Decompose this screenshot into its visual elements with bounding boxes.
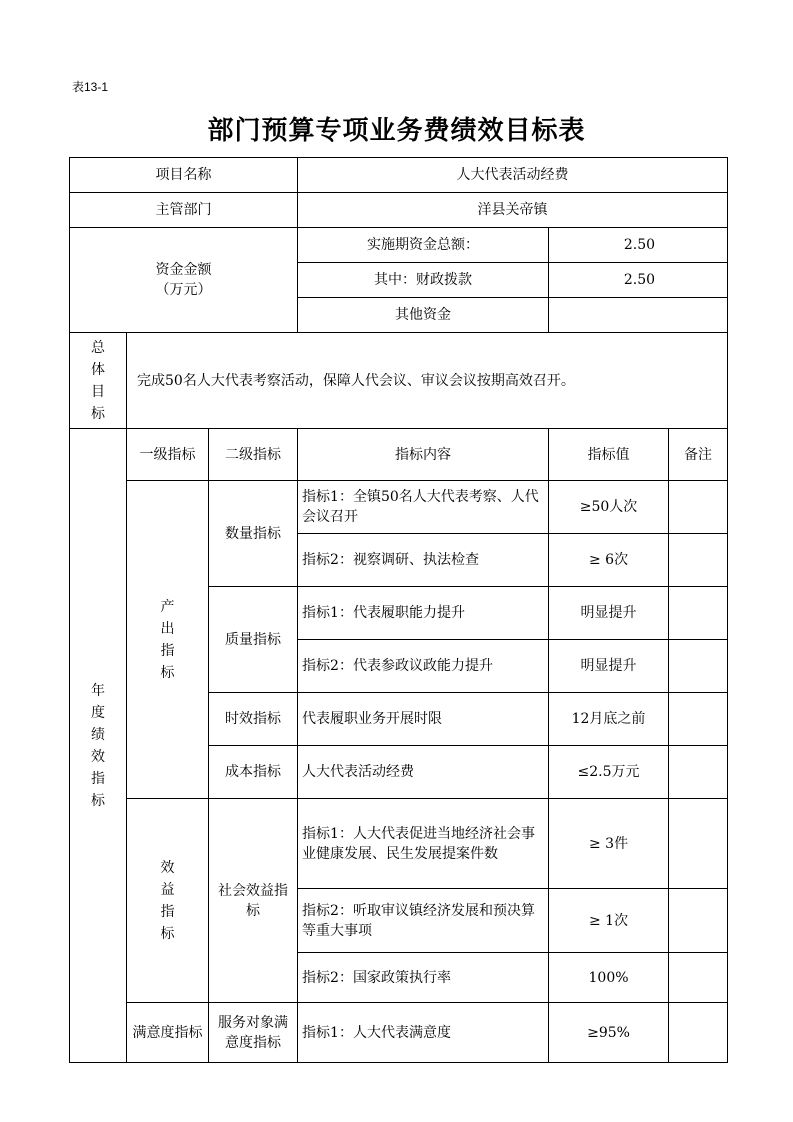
indicator-content: 指标1：全镇50名人大代表考察、人代会议召开 xyxy=(298,481,549,534)
indicator-value: 明显提升 xyxy=(549,640,669,693)
indicator-row xyxy=(70,1003,728,1063)
indicator-content: 指标1：代表履职能力提升 xyxy=(298,587,549,640)
indicator-note xyxy=(669,746,728,799)
indicator-value: 100% xyxy=(549,953,669,1003)
funds-label-line1: 资金金额 xyxy=(155,262,212,278)
indicator-note xyxy=(669,587,728,640)
overall-goal-text: 完成50名人大代表考察活动，保障人代会议、审议会议按期高效召开。 xyxy=(127,333,728,429)
indicator-note xyxy=(669,693,728,746)
header-level1: 一级指标 xyxy=(127,429,209,481)
satisfaction-indicators-label: 满意度指标 xyxy=(127,1003,209,1063)
overall-goal-label: 总体目标 xyxy=(70,333,127,429)
indicator-note xyxy=(669,799,728,889)
header-note: 备注 xyxy=(669,429,728,481)
indicator-content: 指标2：听取审议镇经济发展和预决算等重大事项 xyxy=(298,889,549,953)
indicator-note xyxy=(669,953,728,1003)
funds-label-line2: （万元） xyxy=(155,282,212,298)
indicator-value: ≥ 6次 xyxy=(549,534,669,587)
indicator-content: 指标2：国家政策执行率 xyxy=(298,953,549,1003)
funds-total-label: 实施期资金总额： xyxy=(298,228,549,263)
funds-other-label: 其他资金 xyxy=(298,298,549,333)
performance-goal-table xyxy=(69,157,728,1063)
indicator-value: ≥50人次 xyxy=(549,481,669,534)
indicator-content: 指标2：视察调研、执法检查 xyxy=(298,534,549,587)
project-name-row xyxy=(70,158,728,193)
indicator-note xyxy=(669,534,728,587)
indicator-row xyxy=(70,799,728,889)
annual-indicators-label: 年度绩效指标 xyxy=(70,429,127,1063)
benefit-indicators-label: 效益指标 xyxy=(127,799,209,1003)
overall-goal-row xyxy=(70,333,728,429)
indicator-content: 指标2：代表参政议政能力提升 xyxy=(298,640,549,693)
indicator-content: 代表履职业务开展时限 xyxy=(298,693,549,746)
funds-total-row xyxy=(70,228,728,263)
social-benefit-indicators-label: 社会效益指标 xyxy=(209,799,298,1003)
quantity-indicators-label: 数量指标 xyxy=(209,481,298,587)
funds-fiscal-value: 2.50 xyxy=(549,263,728,298)
indicator-note xyxy=(669,889,728,953)
timeliness-indicators-label: 时效指标 xyxy=(209,693,298,746)
output-indicators-label: 产出指标 xyxy=(127,481,209,799)
project-name-label: 项目名称 xyxy=(70,158,298,193)
funds-fiscal-label: 其中：财政拨款 xyxy=(298,263,549,298)
funds-label xyxy=(70,228,298,333)
header-value: 指标值 xyxy=(549,429,669,481)
funds-total-value: 2.50 xyxy=(549,228,728,263)
header-level2: 二级指标 xyxy=(209,429,298,481)
table-code: 表13-1 xyxy=(72,80,109,94)
department-row xyxy=(70,193,728,228)
indicator-content: 人大代表活动经费 xyxy=(298,746,549,799)
service-satisfaction-indicators-label: 服务对象满意度指标 xyxy=(209,1003,298,1063)
indicator-note xyxy=(669,481,728,534)
department-label: 主管部门 xyxy=(70,193,298,228)
indicator-row xyxy=(70,481,728,534)
indicator-value: ≥ 1次 xyxy=(549,889,669,953)
project-name-value: 人大代表活动经费 xyxy=(298,158,728,193)
indicator-note xyxy=(669,1003,728,1063)
indicator-content: 指标1：人大代表满意度 xyxy=(298,1003,549,1063)
indicator-value: 12月底之前 xyxy=(549,693,669,746)
indicator-header-row xyxy=(70,429,728,481)
indicator-value: ≥95% xyxy=(549,1003,669,1063)
document-title: 部门预算专项业务费绩效目标表 xyxy=(207,116,586,146)
indicator-note xyxy=(669,640,728,693)
header-content: 指标内容 xyxy=(298,429,549,481)
department-value: 洋县关帝镇 xyxy=(298,193,728,228)
indicator-value: ≥ 3件 xyxy=(549,799,669,889)
indicator-value: ≤2.5万元 xyxy=(549,746,669,799)
indicator-content: 指标1：人大代表促进当地经济社会事业健康发展、民生发展提案件数 xyxy=(298,799,549,889)
cost-indicators-label: 成本指标 xyxy=(209,746,298,799)
quality-indicators-label: 质量指标 xyxy=(209,587,298,693)
indicator-value: 明显提升 xyxy=(549,587,669,640)
funds-other-value xyxy=(549,298,728,333)
